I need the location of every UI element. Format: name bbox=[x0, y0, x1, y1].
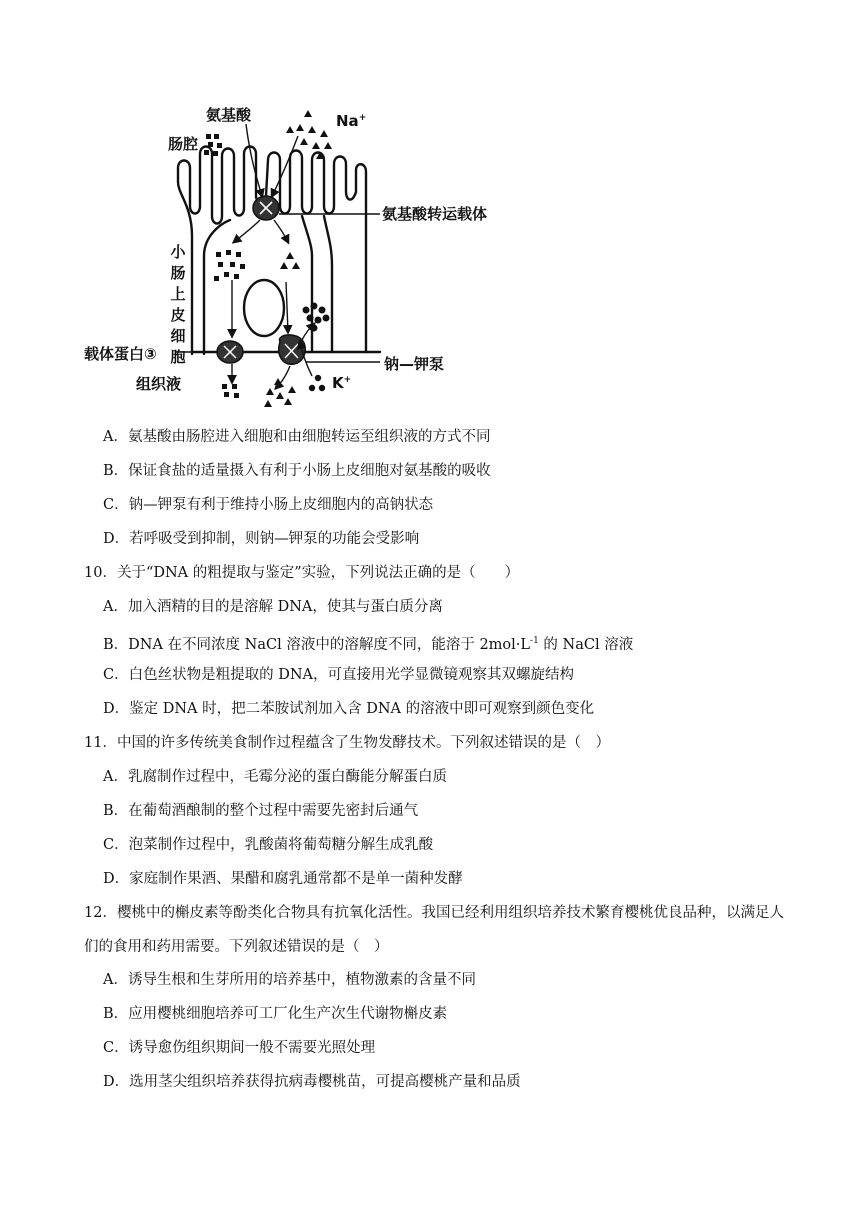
intestinal-cell-diagram bbox=[80, 96, 520, 412]
q9-option-d: D．若呼吸受到抑制，则钠—钾泵的功能会受影响 bbox=[103, 531, 420, 547]
amino-acid-label: 氨基酸 bbox=[206, 106, 252, 124]
q11-option-d: D．家庭制作果酒、果醋和腐乳通常都不是单一菌种发酵 bbox=[103, 871, 463, 887]
q11-option-a: A．乳腐制作过程中，毛霉分泌的蛋白酶能分解蛋白质 bbox=[103, 769, 447, 785]
q10-option-c: C．白色丝状物是粗提取的 DNA，可直接用光学显微镜观察其双螺旋结构 bbox=[103, 667, 574, 683]
q11-option-b: B．在葡萄酒酿制的整个过程中需要先密封后通气 bbox=[103, 803, 419, 819]
q10-stem: 10．关于“DNA 的粗提取与鉴定”实验，下列说法正确的是（ ） bbox=[84, 565, 520, 581]
intestinal-lumen-label: 肠腔 bbox=[168, 135, 199, 153]
q11-option-c: C．泡菜制作过程中，乳酸菌将葡萄糖分解生成乳酸 bbox=[103, 837, 434, 853]
carrier-protein-3-label: 载体蛋白③ bbox=[84, 345, 157, 363]
epithelial-cell-label: 小 肠 上 皮 细 胞 bbox=[170, 243, 186, 366]
q10-option-a: A．加入酒精的目的是溶解 DNA，使其与蛋白质分离 bbox=[103, 599, 443, 615]
tissue-fluid-label: 组织液 bbox=[136, 375, 182, 393]
q12-stem: 12．樱桃中的槲皮素等酚类化合物具有抗氧化活性。我国已经利用组织培养技术繁育樱桃优良品种，以满足人们的食用和药用需要。下列叙述错误的是（ ） bbox=[84, 905, 784, 955]
amino-transporter-label: 氨基酸转运载体 bbox=[382, 205, 488, 223]
na-k-pump-label: 钠—钾泵 bbox=[384, 355, 445, 373]
q9-option-c: C．钠—钾泵有利于维持小肠上皮细胞内的高钠状态 bbox=[103, 497, 434, 513]
q10-option-d: D．鉴定 DNA 时，把二苯胺试剂加入含 DNA 的溶液中即可观察到颜色变化 bbox=[103, 701, 595, 717]
q12-option-d: D．选用茎尖组织培养获得抗病毒樱桃苗，可提高樱桃产量和品质 bbox=[103, 1074, 521, 1090]
k-label: K+ bbox=[332, 374, 352, 392]
q12-option-a: A．诱导生根和生芽所用的培养基中，植物激素的含量不同 bbox=[103, 972, 476, 988]
q12-option-b: B．应用樱桃细胞培养可工厂化生产次生代谢物槲皮素 bbox=[103, 1006, 448, 1022]
q11-stem: 11．中国的许多传统美食制作过程蕴含了生物发酵技术。下列叙述错误的是（ ） bbox=[84, 735, 610, 751]
na-label: Na+ bbox=[336, 112, 367, 130]
q9-option-a: A．氨基酸由肠腔进入细胞和由细胞转运至组织液的方式不同 bbox=[103, 429, 491, 445]
cell-diagram-svg bbox=[80, 96, 520, 412]
q9-option-b: B．保证食盐的适量摄入有利于小肠上皮细胞对氨基酸的吸收 bbox=[103, 463, 491, 479]
q12-option-c: C．诱导愈伤组织期间一般不需要光照处理 bbox=[103, 1040, 376, 1056]
q10-option-b: B．DNA 在不同浓度 NaCl 溶液中的溶解度不同，能溶于 $2mol\cdot L^{-1}$ 的 NaCl 溶液 bbox=[103, 636, 634, 653]
